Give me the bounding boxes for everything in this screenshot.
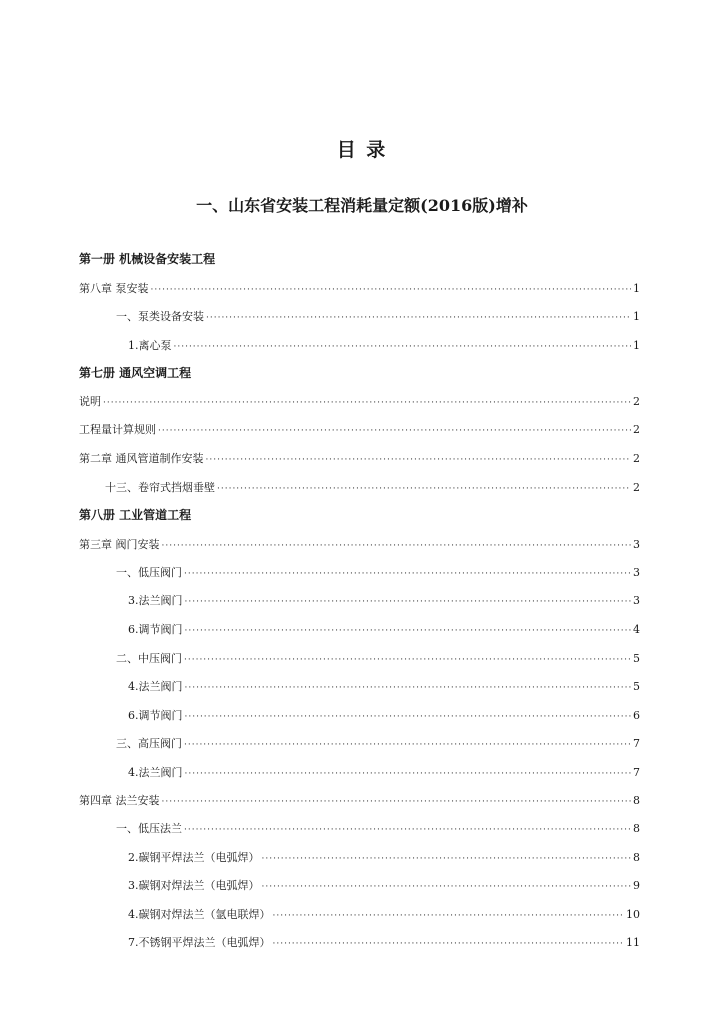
dot-leader <box>184 569 631 579</box>
toc-entry[interactable] <box>128 707 640 723</box>
toc-entry[interactable] <box>116 650 640 666</box>
toc-entry[interactable] <box>79 421 640 437</box>
toc-entry-label: 第八章 泵安装 <box>79 282 149 295</box>
toc-entry[interactable] <box>128 678 640 694</box>
toc-entry[interactable] <box>128 849 640 865</box>
toc-entry-label: 4.法兰阀门 <box>128 680 183 693</box>
toc-entry[interactable] <box>79 792 640 808</box>
toc-entry-label: 第三章 阀门安装 <box>79 538 160 551</box>
toc-entry-page: 1 <box>633 282 640 295</box>
dot-leader <box>151 285 632 295</box>
toc-entry[interactable] <box>128 906 640 922</box>
toc-entry[interactable] <box>79 450 640 466</box>
toc-entry-page: 1 <box>633 339 640 352</box>
toc-entry-label: 三、高压阀门 <box>116 737 182 750</box>
dot-leader <box>184 825 631 835</box>
toc-entry-label: 第二章 通风管道制作安装 <box>79 452 204 465</box>
toc-entry-label: 1.离心泵 <box>128 339 172 352</box>
toc-entry-page: 11 <box>626 936 640 949</box>
section-heading: 第八册 工业管道工程 <box>79 508 192 522</box>
toc-entry-label: 3.法兰阀门 <box>128 594 183 607</box>
dot-leader <box>162 541 632 551</box>
toc-entry-page: 5 <box>633 680 640 693</box>
section-heading: 第七册 通风空调工程 <box>79 366 192 380</box>
toc-entry[interactable] <box>116 820 640 836</box>
dot-leader <box>174 342 632 352</box>
toc-entry-label: 二、中压阀门 <box>116 652 182 665</box>
toc-entry-page: 2 <box>633 481 640 494</box>
toc-entry-label: 4.法兰阀门 <box>128 766 183 779</box>
toc-entry[interactable] <box>116 735 640 751</box>
dot-leader <box>262 854 632 864</box>
toc-entry[interactable] <box>128 764 640 780</box>
toc-entry-label: 3.碳钢对焊法兰（电弧焊） <box>128 879 260 892</box>
toc-entry-label: 7.不锈钢平焊法兰（电弧焊） <box>128 936 271 949</box>
toc-entry-page: 9 <box>633 879 640 892</box>
toc-entry-label: 4.碳钢对焊法兰（氩电联焊） <box>128 908 271 921</box>
dot-leader <box>273 911 625 921</box>
dot-leader <box>217 484 631 494</box>
dot-leader <box>206 313 631 323</box>
toc-entry[interactable] <box>128 337 640 353</box>
dot-leader <box>206 455 632 465</box>
toc-entry-label: 6.调节阀门 <box>128 709 183 722</box>
toc-entry-label: 说明 <box>79 395 101 408</box>
toc-entry[interactable] <box>105 479 640 495</box>
toc-entry-label: 一、低压阀门 <box>116 566 182 579</box>
dot-leader <box>184 740 631 750</box>
toc-entry-label: 第四章 法兰安装 <box>79 794 160 807</box>
toc-entry-label: 一、泵类设备安装 <box>116 310 204 323</box>
toc-entry-page: 6 <box>633 709 640 722</box>
toc-entry[interactable] <box>116 308 640 324</box>
toc-entry-page: 7 <box>633 737 640 750</box>
dot-leader <box>273 939 625 949</box>
toc-entry-label: 十三、卷帘式挡烟垂壁 <box>105 481 215 494</box>
toc-entry-page: 2 <box>633 423 640 436</box>
toc-entry[interactable] <box>79 393 640 409</box>
dot-leader <box>185 712 632 722</box>
dot-leader <box>262 882 632 892</box>
toc-entry[interactable] <box>79 536 640 552</box>
dot-leader <box>185 626 632 636</box>
dot-leader <box>162 797 632 807</box>
toc-entry-page: 2 <box>633 452 640 465</box>
section-heading: 第一册 机械设备安装工程 <box>79 252 216 266</box>
toc-entry[interactable] <box>128 877 640 893</box>
dot-leader <box>103 398 631 408</box>
toc-entry-page: 3 <box>633 538 640 551</box>
dot-leader <box>185 769 632 779</box>
toc-entry-page: 3 <box>633 566 640 579</box>
toc-entry-label: 一、低压法兰 <box>116 822 182 835</box>
toc-entry-page: 8 <box>633 822 640 835</box>
toc-entry[interactable] <box>79 280 640 296</box>
toc-entry-label: 2.碳钢平焊法兰（电弧焊） <box>128 851 260 864</box>
toc-entry-page: 8 <box>633 794 640 807</box>
toc-entry-page: 7 <box>633 766 640 779</box>
dot-leader <box>185 597 632 607</box>
toc-entry-label: 工程量计算规则 <box>79 423 156 436</box>
dot-leader <box>184 655 631 665</box>
page-subtitle: 一、山东省安装工程消耗量定额(2016版)增补 <box>196 196 528 215</box>
dot-leader <box>158 426 631 436</box>
toc-entry-page: 1 <box>633 310 640 323</box>
toc-entry-page: 3 <box>633 594 640 607</box>
toc-entry-page: 8 <box>633 851 640 864</box>
toc-entry[interactable] <box>116 564 640 580</box>
toc-entry-page: 10 <box>626 908 640 921</box>
toc-entry[interactable] <box>128 621 640 637</box>
toc-entry-page: 4 <box>633 623 640 636</box>
toc-entry-page: 2 <box>633 395 640 408</box>
page-title: 目 录 <box>336 139 388 161</box>
toc-entry[interactable] <box>128 934 640 950</box>
toc-entry-page: 5 <box>633 652 640 665</box>
toc-entry[interactable] <box>128 592 640 608</box>
dot-leader <box>185 683 632 693</box>
toc-entry-label: 6.调节阀门 <box>128 623 183 636</box>
